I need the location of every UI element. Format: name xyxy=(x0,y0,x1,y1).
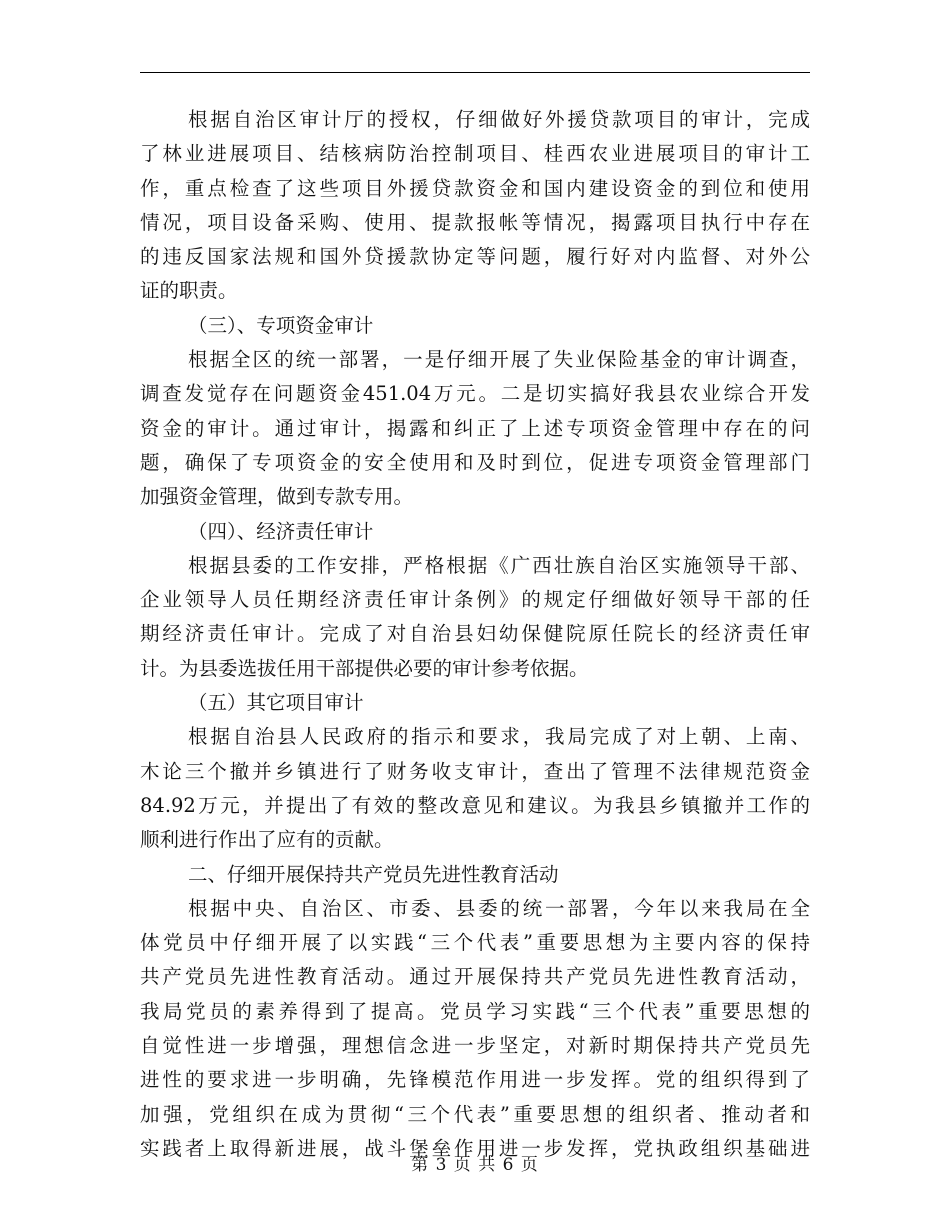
text-line: 证的职责。 xyxy=(140,279,238,303)
section-heading: （五）其它项目审计 xyxy=(188,691,364,715)
text-line: 的违反国家法规和国外贷援款协定等问题，履行好对内监督、对外公 xyxy=(140,245,810,269)
text-line: 自觉性进一步增强，理想信念进一步坚定，对新时期保持共产党员先 xyxy=(140,1034,810,1058)
page-footer: 第 3 页 共 6 页 xyxy=(411,1155,539,1175)
section-heading: （三）、专项资金审计 xyxy=(188,313,374,337)
text-line: 84.92万元，并提出了有效的整改意见和建议。为我县乡镇撤并工作的 xyxy=(140,793,810,817)
text-line: 实践者上取得新进展，战斗堡垒作用进一步发挥，党执政组织基础进 xyxy=(140,1136,810,1160)
text-line: 题，确保了专项资金的安全使用和及时到位，促进专项资金管理部门 xyxy=(140,450,810,474)
text-line: 根据中央、自治区、市委、县委的统一部署，今年以来我局在全 xyxy=(188,896,810,920)
text-line: 体党员中仔细开展了以实践“三个代表”重要思想为主要内容的保持 xyxy=(140,931,810,955)
text-line: 加强资金管理，做到专款专用。 xyxy=(140,485,414,509)
text-line: 资金的审计。通过审计，揭露和纠正了上述专项资金管理中存在的问 xyxy=(140,416,810,440)
text-line: 调查发觉存在问题资金451.04万元。二是切实搞好我县农业综合开发 xyxy=(140,382,810,406)
text-line: 企业领导人员任期经济责任审计条例》的规定仔细做好领导干部的任 xyxy=(140,588,810,612)
text-line: 根据县委的工作安排，严格根据《广西壮族自治区实施领导干部、 xyxy=(188,553,810,577)
text-line: 计。为县委选拔任用干部提供必要的审计参考依据。 xyxy=(140,656,589,680)
text-line: 了林业进展项目、结核病防治控制项目、桂西农业进展项目的审计工 xyxy=(140,142,810,166)
text-line: 情况，项目设备采购、使用、提款报帐等情况，揭露项目执行中存在 xyxy=(140,210,810,234)
text-line: 根据自治区审计厅的授权，仔细做好外援贷款项目的审计，完成 xyxy=(188,108,810,131)
text-line: 期经济责任审计。完成了对自治县妇幼保健院原任院长的经济责任审 xyxy=(140,622,810,646)
text-line: 作，重点检查了这些项目外援贷款资金和国内建设资金的到位和使用 xyxy=(140,176,810,200)
text-line: 加强，党组织在成为贯彻“三个代表”重要思想的组织者、推动者和 xyxy=(140,1102,810,1126)
text-line: 木论三个撤并乡镇进行了财务收支审计，查出了管理不法律规范资金 xyxy=(140,759,810,783)
section-heading: （四）、经济责任审计 xyxy=(188,519,374,543)
text-line: 进性的要求进一步明确，先锋模范作用进一步发挥。党的组织得到了 xyxy=(140,1068,810,1092)
text-line: 根据全区的统一部署，一是仔细开展了失业保险基金的审计调查， xyxy=(188,348,810,372)
header-rule xyxy=(140,72,810,73)
document-body xyxy=(140,103,810,1166)
section-heading: 二、仔细开展保持共产党员先进性教育活动 xyxy=(188,862,559,886)
text-line: 顺利进行作出了应有的贡献。 xyxy=(140,828,394,852)
text-line: 我局党员的素养得到了提高。党员学习实践“三个代表”重要思想的 xyxy=(140,999,810,1023)
text-line: 根据自治县人民政府的指示和要求，我局完成了对上朝、上南、 xyxy=(188,725,810,749)
text-line: 共产党员先进性教育活动。通过开展保持共产党员先进性教育活动， xyxy=(140,965,810,989)
